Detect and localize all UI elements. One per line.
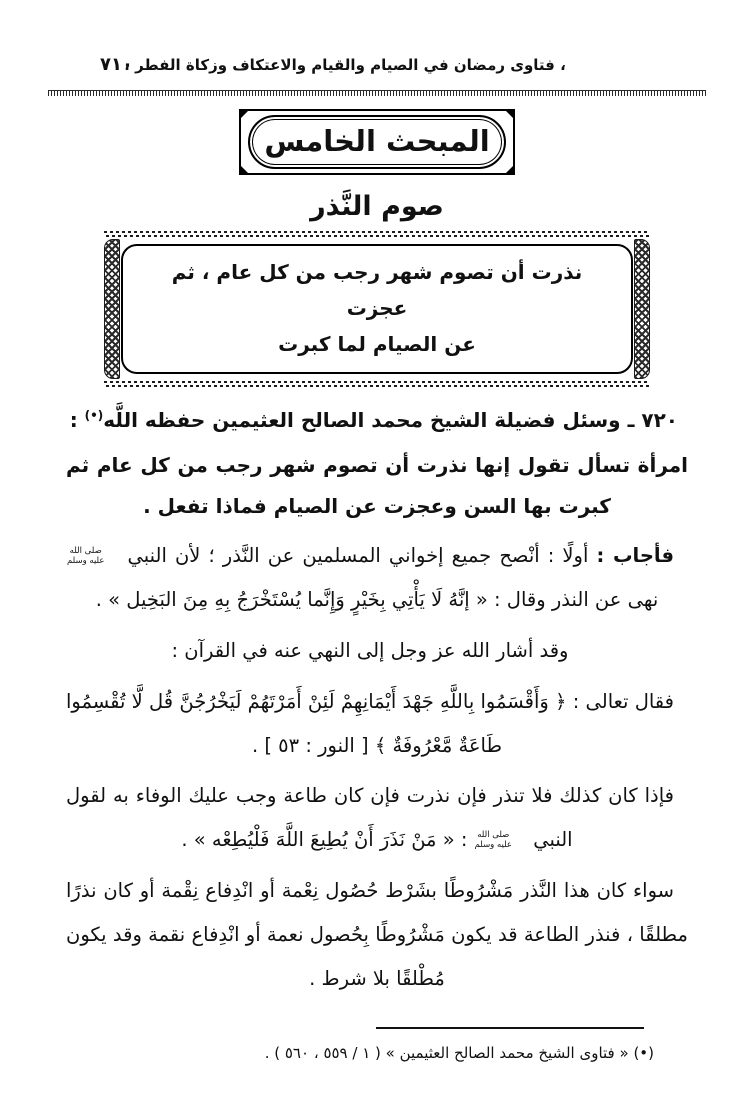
chapter-banner-title: المبحث الخامس [264, 123, 490, 158]
question-number-line [66, 403, 688, 437]
page-header [58, 54, 696, 82]
answer-text: نهى عن النذر وقال : « إنَّهُ لَا يَأْتِي بِخَيْرٍ وَإِنَّما يُسْتَخْرَجُ بِهِ مِنَ البَخِيل » . [95, 587, 659, 611]
running-head-title: ، فتاوى رمضان في الصيام والقيام والاعتكاف وزكاة الفطر ، [124, 56, 566, 74]
answer-lead-word: فأجاب : [596, 544, 675, 567]
question-text: امرأة تسأل تقول إنها نذرت أن تصوم شهر رجب من كل عام ثم كبرت بها السن وعجزت عن الصيام فماذا تفعل . [66, 453, 688, 518]
answer-paragraph-2: وقد أشار الله عز وجل إلى النهي عنه في القرآن : [171, 638, 569, 662]
answer-paragraph-5: سواء كان هذا النَّذر مَشْرُوطًا بشَرْط حُصُول نِعْمة أو انْدِفاع نِقْمة أو كان نذرًا مطلقًا ، فنذر الطاعة قد يكون مَشْرُوطًا بِحُصول نعمة أو انْدِفاع نقمة وقد يكون مُطْلقًا بلا شرط . [66, 879, 688, 990]
answer-text: : « مَنْ نَذَرَ أَنْ يُطِيعَ اللَّهَ فَلْيُطِعْه » . [181, 828, 468, 852]
box-dashed-rule-top [104, 231, 650, 237]
question-summary-line: نذرت أن تصوم شهر رجب من كل عام ، ثم عجزت [171, 260, 583, 320]
banner-corner-ornament [240, 110, 249, 119]
answer-paragraph-4 [66, 774, 688, 862]
section-title: صوم النَّذر [310, 191, 444, 222]
header-rule [48, 90, 706, 96]
box-dashed-rule-bottom [104, 381, 650, 387]
question-summary-frame [121, 244, 633, 374]
answer-paragraph-1 [66, 534, 688, 622]
pbuh-symbol: صلى الله عليه وسلم [67, 546, 105, 566]
box-hatched-end-right [634, 239, 650, 379]
chapter-banner [239, 109, 515, 175]
page-number: ٧١٠ [100, 54, 133, 75]
question-heading-text: ٧٢٠ ـ وسئل فضيلة الشيخ محمد الصالح العثيمين حفظه اللَّه [103, 408, 678, 432]
answer-text: أولًا : أنْصح جميع إخواني المسلمين عن النَّذر ؛ لأن النبي [127, 544, 589, 567]
pbuh-symbol: صلى الله عليه وسلم [474, 830, 513, 850]
footnote-marker: (•) [84, 408, 104, 423]
footnote-rule [376, 1027, 644, 1029]
banner-corner-ornament [240, 165, 249, 174]
box-hatched-end-left [104, 239, 120, 379]
banner-corner-ornament [505, 110, 514, 119]
banner-corner-ornament [505, 165, 514, 174]
question-heading-colon: : [69, 408, 85, 432]
question-summary-line: عن الصيام لما كبرت [278, 332, 476, 356]
answer-paragraph-3-quran-verse: فقال تعالى : ﴿ وَأَقْسَمُوا بِاللَّهِ جَهْدَ أَيْمَانِهِمْ لَئِنْ أَمَرْتَهُمْ لَيَخْرُجُنَّ قُل لَّا تُقْسِمُوا طَاعَةٌ مَّعْرُوفَةٌ ﴾ [ النور : ٥٣ ] . [66, 689, 674, 757]
question-summary-box [104, 231, 650, 387]
chapter-banner-frame [248, 115, 506, 169]
footnote-text: (•) « فتاوى الشيخ محمد الصالح العثيمين » ( ١ / ٥٥٩ ، ٥٦٠ ) . [264, 1043, 654, 1062]
page-body [66, 403, 688, 1001]
answer-text: فإذا كان كذلك فلا تنذر فإن نذرت فإن كان طاعة وجب عليك الوفاء به لقول النبي [66, 784, 674, 852]
